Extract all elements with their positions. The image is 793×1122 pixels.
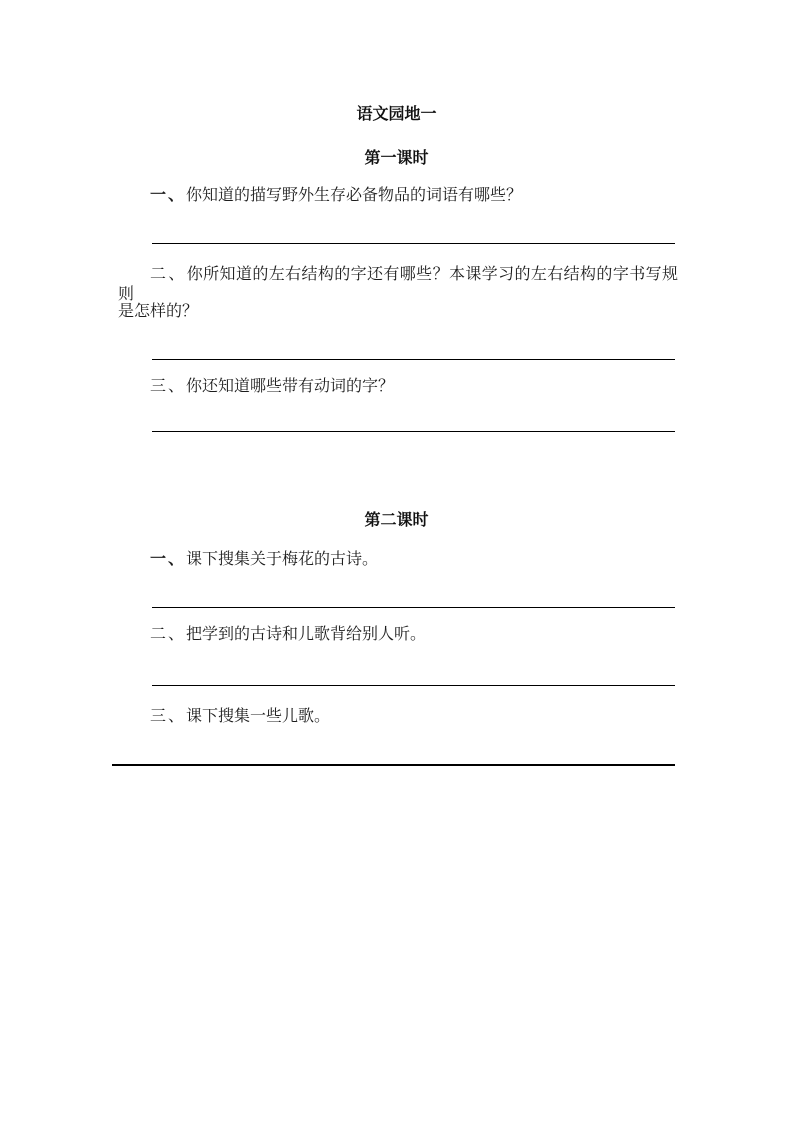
session-1-question-2-line-2 [118,302,678,322]
question-text: 课下搜集一些儿歌。 [186,708,331,725]
question-text: 你所知道的左右结构的字还有哪些？本课学习的左右结构的字书写规则 [118,266,678,303]
session-1-question-3 [118,377,678,397]
question-text: 是怎样的？ [118,303,199,320]
answer-line [152,607,675,608]
question-number: 一、 [150,187,187,204]
session-2-question-1 [118,550,678,570]
answer-line [152,243,675,244]
session-1-question-2-line-1 [118,265,678,305]
session-1-heading: 第一课时 [364,150,429,167]
question-number: 三、 [150,378,187,395]
document-title: 语文园地一 [356,106,437,123]
question-number: 一、 [150,551,187,568]
question-text: 把学到的古诗和儿歌背给别人听。 [186,626,427,643]
session-1-question-1 [118,186,678,206]
section-end-divider [112,764,675,766]
question-text: 课下搜集关于梅花的古诗。 [186,551,379,568]
question-number: 二、 [150,626,187,643]
session-2-heading: 第二课时 [364,512,429,529]
question-number: 二、 [150,266,187,283]
question-text: 你还知道哪些带有动词的字？ [186,378,395,395]
question-text: 你知道的描写野外生存必备物品的词语有哪些？ [186,187,523,204]
session-2-question-2 [118,625,678,645]
session-2-question-3 [118,707,678,727]
answer-line [152,359,675,360]
question-number: 三、 [150,708,187,725]
answer-line [152,431,675,432]
answer-line [152,685,675,686]
